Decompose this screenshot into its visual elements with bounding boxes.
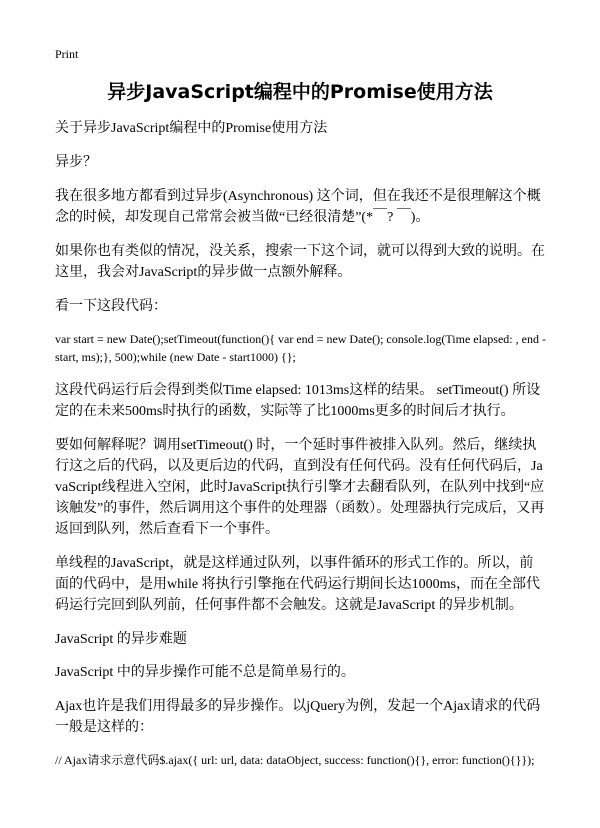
page-title: 异步JavaScript编程中的Promise使用方法 [107, 81, 493, 103]
paragraph: 要如何解释呢？调用setTimeout() 时，一个延时事件被排入队列。然后，继续执行这之后的代码，以及更后边的代码，直到没有任何代码。没有任何代码后，JavaScript线程进入空闲，此时JavaScript执行引擎才去翻看队列，在队列中找到“应该触发”的事件，然后调用这个事件的处理器（函数）。处理器执行完成后，又再返回到队列，然后查看下一个事件。 [55, 438, 545, 537]
print-label: Print [55, 47, 79, 61]
section-heading-difficulty: JavaScript 的异步难题 [55, 632, 187, 647]
paragraph: 如果你也有类似的情况，没关系，搜索一下这个词，就可以得到大致的说明。在这里，我会对JavaScript的异步做一点额外解释。 [55, 244, 545, 280]
paragraph: 我在很多地方都看到过异步(Asynchronous) 这个词，但在我还不是很理解这个概念的时候，却发现自己常常会被当做“已经很清楚”(*￣? ￣)。 [55, 189, 541, 225]
intro-line: 关于异步JavaScript编程中的Promise使用方法 [55, 121, 328, 136]
paragraph: 这段代码运行后会得到类似Time elapsed: 1013ms这样的结果。 setTimeout() 所设定的在未来500ms时执行的函数，实际等了比1000ms更多的时间后才执行。 [55, 383, 541, 419]
code-snippet: var start = new Date();setTimeout(function(){ var end = new Date(); console.log(Time elapsed: , end - start, ms);}, 500);while (new Date - start1000) {}; [55, 332, 546, 364]
code-snippet: // Ajax请求示意代码$.ajax({ url: url, data: dataObject, success: function(){}, error: function(){}}); [55, 753, 535, 767]
article-body [55, 118, 547, 783]
paragraph: 单线程的JavaScript，就是这样通过队列，以事件循环的形式工作的。所以，前面的代码中，是用while 将执行引擎拖在代码运行期间长达1000ms，而在全部代码运行完回到队列前，任何事件都不会触发。这就是JavaScript 的异步机制。 [55, 556, 540, 613]
paragraph: 看一下这段代码： [55, 299, 167, 314]
section-heading-async: 异步？ [55, 155, 97, 170]
paragraph: JavaScript 中的异步操作可能不总是简单易行的。 [55, 665, 355, 680]
paragraph: Ajax也许是我们用得最多的异步操作。以jQuery为例，发起一个Ajax请求的代码一般是这样的： [55, 699, 541, 735]
